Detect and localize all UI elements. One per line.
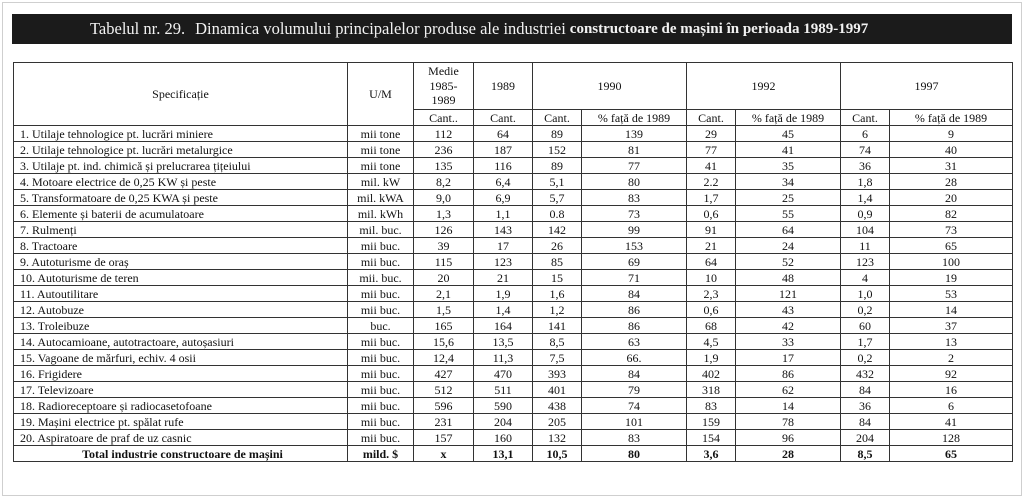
row-cant-1997: 123 <box>841 254 890 270</box>
row-um: mii buc. <box>348 334 414 350</box>
row-cant-1989: 64 <box>474 126 533 142</box>
total-pct-1992: 28 <box>736 446 841 462</box>
row-pct-1997: 20 <box>890 190 1013 206</box>
row-cant-1989: 187 <box>474 142 533 158</box>
header-um: U/M <box>348 63 414 126</box>
table-title-bar <box>12 14 1012 44</box>
row-pct-1997: 19 <box>890 270 1013 286</box>
row-pct-1997: 73 <box>890 222 1013 238</box>
row-cant-1990: 205 <box>533 414 582 430</box>
row-spec: 13. Troleibuze <box>14 318 348 334</box>
row-pct-1992: 121 <box>736 286 841 302</box>
row-cant-1990: 152 <box>533 142 582 158</box>
row-cant-1989: 123 <box>474 254 533 270</box>
total-cant-1989: 13,1 <box>474 446 533 462</box>
row-cant-1990: 15 <box>533 270 582 286</box>
row-cant-1989: 470 <box>474 366 533 382</box>
row-spec: 7. Rulmenți <box>14 222 348 238</box>
row-spec: 17. Televizoare <box>14 382 348 398</box>
table-row <box>14 286 1013 302</box>
subheader-pct-1992: % față de 1989 <box>736 110 841 126</box>
row-pct-1990: 81 <box>582 142 687 158</box>
row-cant-1990: 1,2 <box>533 302 582 318</box>
row-pct-1992: 34 <box>736 174 841 190</box>
total-pct-1997: 65 <box>890 446 1013 462</box>
subheader-cant-1992: Cant. <box>687 110 736 126</box>
row-pct-1990: 99 <box>582 222 687 238</box>
row-pct-1992: 42 <box>736 318 841 334</box>
row-medie: 126 <box>414 222 474 238</box>
table-row <box>14 174 1013 190</box>
row-um: buc. <box>348 318 414 334</box>
row-cant-1997: 4 <box>841 270 890 286</box>
row-cant-1992: 68 <box>687 318 736 334</box>
row-cant-1990: 141 <box>533 318 582 334</box>
row-cant-1989: 204 <box>474 414 533 430</box>
row-um: mii tone <box>348 126 414 142</box>
total-spec: Total industrie constructoare de mașini <box>14 446 348 462</box>
row-cant-1989: 160 <box>474 430 533 446</box>
row-spec: 19. Mașini electrice pt. spălat rufe <box>14 414 348 430</box>
row-pct-1997: 2 <box>890 350 1013 366</box>
row-cant-1989: 11,3 <box>474 350 533 366</box>
row-cant-1992: 0,6 <box>687 206 736 222</box>
row-cant-1989: 1,9 <box>474 286 533 302</box>
row-um: mii. buc. <box>348 270 414 286</box>
row-spec: 12. Autobuze <box>14 302 348 318</box>
row-um: mil. buc. <box>348 222 414 238</box>
table-title-bold: constructoare de mașini în perioada 1989-1997 <box>569 20 869 37</box>
subheader-cant-1989: Cant. <box>474 110 533 126</box>
row-pct-1992: 52 <box>736 254 841 270</box>
row-spec: 5. Transformatoare de 0,25 KWA și peste <box>14 190 348 206</box>
row-um: mii buc. <box>348 254 414 270</box>
row-um: mil. kWA <box>348 190 414 206</box>
row-cant-1992: 83 <box>687 398 736 414</box>
row-pct-1990: 69 <box>582 254 687 270</box>
header-medie <box>414 63 474 110</box>
row-cant-1989: 116 <box>474 158 533 174</box>
row-spec: 14. Autocamioane, autotractoare, autoșasiuri <box>14 334 348 350</box>
row-um: mii buc. <box>348 398 414 414</box>
row-pct-1990: 84 <box>582 286 687 302</box>
row-cant-1990: 438 <box>533 398 582 414</box>
row-medie: 1,5 <box>414 302 474 318</box>
row-medie: 12,4 <box>414 350 474 366</box>
header-medie-line1: Medie <box>428 64 459 79</box>
row-cant-1992: 4,5 <box>687 334 736 350</box>
row-cant-1992: 10 <box>687 270 736 286</box>
row-pct-1992: 14 <box>736 398 841 414</box>
row-cant-1989: 13,5 <box>474 334 533 350</box>
row-cant-1990: 85 <box>533 254 582 270</box>
row-pct-1992: 35 <box>736 158 841 174</box>
row-pct-1997: 6 <box>890 398 1013 414</box>
row-pct-1997: 31 <box>890 158 1013 174</box>
row-cant-1989: 143 <box>474 222 533 238</box>
row-um: mii buc. <box>348 430 414 446</box>
table-row <box>14 414 1013 430</box>
row-pct-1992: 64 <box>736 222 841 238</box>
row-um: mii buc. <box>348 366 414 382</box>
row-pct-1992: 41 <box>736 142 841 158</box>
row-medie: 512 <box>414 382 474 398</box>
row-medie: 39 <box>414 238 474 254</box>
row-cant-1989: 17 <box>474 238 533 254</box>
row-cant-1992: 64 <box>687 254 736 270</box>
row-pct-1990: 66. <box>582 350 687 366</box>
table-row <box>14 206 1013 222</box>
row-medie: 165 <box>414 318 474 334</box>
row-pct-1997: 65 <box>890 238 1013 254</box>
row-pct-1990: 80 <box>582 174 687 190</box>
table-row <box>14 382 1013 398</box>
row-medie: 9,0 <box>414 190 474 206</box>
row-pct-1997: 9 <box>890 126 1013 142</box>
row-cant-1997: 0,9 <box>841 206 890 222</box>
row-cant-1989: 590 <box>474 398 533 414</box>
row-cant-1989: 1,1 <box>474 206 533 222</box>
row-pct-1992: 62 <box>736 382 841 398</box>
table-body <box>14 126 1013 462</box>
row-spec: 6. Elemente și baterii de acumulatoare <box>14 206 348 222</box>
row-cant-1989: 1,4 <box>474 302 533 318</box>
row-cant-1992: 318 <box>687 382 736 398</box>
table-row <box>14 430 1013 446</box>
total-cant-1992: 3,6 <box>687 446 736 462</box>
row-pct-1990: 83 <box>582 430 687 446</box>
row-pct-1990: 77 <box>582 158 687 174</box>
table-title-regular: Dinamica volumului principalelor produse ale industriei <box>195 19 566 38</box>
row-cant-1992: 402 <box>687 366 736 382</box>
subheader-pct-1990: % față de 1989 <box>582 110 687 126</box>
total-row <box>14 446 1013 462</box>
table-row <box>14 222 1013 238</box>
row-cant-1990: 5,7 <box>533 190 582 206</box>
table-row <box>14 270 1013 286</box>
row-cant-1989: 511 <box>474 382 533 398</box>
row-medie: 157 <box>414 430 474 446</box>
row-pct-1990: 63 <box>582 334 687 350</box>
row-pct-1992: 48 <box>736 270 841 286</box>
row-cant-1992: 77 <box>687 142 736 158</box>
row-cant-1997: 36 <box>841 158 890 174</box>
row-cant-1989: 164 <box>474 318 533 334</box>
row-pct-1997: 40 <box>890 142 1013 158</box>
row-spec: 11. Autoutilitare <box>14 286 348 302</box>
row-pct-1990: 153 <box>582 238 687 254</box>
row-cant-1992: 0,6 <box>687 302 736 318</box>
row-spec: 16. Frigidere <box>14 366 348 382</box>
header-1992: 1992 <box>687 63 841 110</box>
row-cant-1992: 91 <box>687 222 736 238</box>
row-pct-1992: 43 <box>736 302 841 318</box>
row-pct-1990: 101 <box>582 414 687 430</box>
row-um: mii buc. <box>348 414 414 430</box>
table-row <box>14 142 1013 158</box>
row-pct-1997: 16 <box>890 382 1013 398</box>
row-cant-1992: 29 <box>687 126 736 142</box>
row-pct-1990: 71 <box>582 270 687 286</box>
table-row <box>14 126 1013 142</box>
table-row <box>14 254 1013 270</box>
table-row <box>14 334 1013 350</box>
total-cant-1997: 8,5 <box>841 446 890 462</box>
row-spec: 20. Aspiratoare de praf de uz casnic <box>14 430 348 446</box>
row-medie: 596 <box>414 398 474 414</box>
row-pct-1997: 28 <box>890 174 1013 190</box>
row-medie: 112 <box>414 126 474 142</box>
row-cant-1992: 154 <box>687 430 736 446</box>
row-pct-1997: 41 <box>890 414 1013 430</box>
header-spec: Specificație <box>14 63 348 126</box>
row-pct-1997: 92 <box>890 366 1013 382</box>
row-pct-1990: 86 <box>582 318 687 334</box>
row-um: mii buc. <box>348 350 414 366</box>
row-um: mii tone <box>348 158 414 174</box>
total-pct-1990: 80 <box>582 446 687 462</box>
row-pct-1992: 45 <box>736 126 841 142</box>
row-pct-1997: 37 <box>890 318 1013 334</box>
row-cant-1990: 89 <box>533 126 582 142</box>
row-medie: 115 <box>414 254 474 270</box>
row-um: mii buc. <box>348 302 414 318</box>
row-um: mii buc. <box>348 238 414 254</box>
row-cant-1997: 6 <box>841 126 890 142</box>
row-pct-1992: 55 <box>736 206 841 222</box>
row-pct-1992: 25 <box>736 190 841 206</box>
row-cant-1990: 5,1 <box>533 174 582 190</box>
row-cant-1997: 11 <box>841 238 890 254</box>
row-um: mil. kWh <box>348 206 414 222</box>
row-pct-1997: 13 <box>890 334 1013 350</box>
row-um: mii buc. <box>348 286 414 302</box>
row-cant-1997: 204 <box>841 430 890 446</box>
row-medie: 135 <box>414 158 474 174</box>
row-pct-1997: 82 <box>890 206 1013 222</box>
table-row <box>14 238 1013 254</box>
row-cant-1989: 6,9 <box>474 190 533 206</box>
row-cant-1990: 393 <box>533 366 582 382</box>
row-cant-1997: 104 <box>841 222 890 238</box>
row-cant-1997: 432 <box>841 366 890 382</box>
row-cant-1990: 132 <box>533 430 582 446</box>
subheader-pct-1997: % față de 1989 <box>890 110 1013 126</box>
row-cant-1990: 401 <box>533 382 582 398</box>
row-medie: 15,6 <box>414 334 474 350</box>
subheader-cant-1990: Cant. <box>533 110 582 126</box>
row-pct-1990: 73 <box>582 206 687 222</box>
row-pct-1990: 84 <box>582 366 687 382</box>
row-cant-1992: 21 <box>687 238 736 254</box>
row-cant-1997: 1,0 <box>841 286 890 302</box>
row-medie: 231 <box>414 414 474 430</box>
row-pct-1990: 86 <box>582 302 687 318</box>
row-cant-1997: 1,7 <box>841 334 890 350</box>
row-medie: 1,3 <box>414 206 474 222</box>
row-pct-1992: 17 <box>736 350 841 366</box>
row-spec: 2. Utilaje tehnologice pt. lucrări metalurgice <box>14 142 348 158</box>
row-spec: 9. Autoturisme de oraș <box>14 254 348 270</box>
table-row <box>14 302 1013 318</box>
table-row <box>14 366 1013 382</box>
row-pct-1992: 86 <box>736 366 841 382</box>
row-pct-1990: 139 <box>582 126 687 142</box>
row-cant-1997: 36 <box>841 398 890 414</box>
row-cant-1990: 8,5 <box>533 334 582 350</box>
row-cant-1990: 26 <box>533 238 582 254</box>
row-spec: 15. Vagoane de mărfuri, echiv. 4 osii <box>14 350 348 366</box>
row-cant-1992: 41 <box>687 158 736 174</box>
table-row <box>14 158 1013 174</box>
row-spec: 1. Utilaje tehnologice pt. lucrări miniere <box>14 126 348 142</box>
row-cant-1997: 60 <box>841 318 890 334</box>
row-medie: 20 <box>414 270 474 286</box>
row-pct-1992: 24 <box>736 238 841 254</box>
production-table <box>13 62 1013 462</box>
row-pct-1997: 100 <box>890 254 1013 270</box>
header-medie-line3: 1989 <box>431 93 456 108</box>
header-medie-line2: 1985- <box>429 78 458 93</box>
row-cant-1992: 2.2 <box>687 174 736 190</box>
row-spec: 8. Tractoare <box>14 238 348 254</box>
table-row <box>14 318 1013 334</box>
row-cant-1989: 21 <box>474 270 533 286</box>
row-cant-1989: 6,4 <box>474 174 533 190</box>
subheader-cant-1997: Cant. <box>841 110 890 126</box>
row-cant-1992: 2,3 <box>687 286 736 302</box>
total-cant-1990: 10,5 <box>533 446 582 462</box>
table-number: Tabelul nr. 29. <box>90 19 186 38</box>
table-row <box>14 190 1013 206</box>
row-spec: 10. Autoturisme de teren <box>14 270 348 286</box>
row-pct-1997: 128 <box>890 430 1013 446</box>
header-1989: 1989 <box>474 63 533 110</box>
table-row <box>14 350 1013 366</box>
table-row <box>14 398 1013 414</box>
row-cant-1997: 74 <box>841 142 890 158</box>
row-medie: 236 <box>414 142 474 158</box>
row-pct-1992: 78 <box>736 414 841 430</box>
row-cant-1992: 1,9 <box>687 350 736 366</box>
row-cant-1997: 1,8 <box>841 174 890 190</box>
total-medie: x <box>414 446 474 462</box>
header-1990: 1990 <box>533 63 687 110</box>
row-cant-1990: 1,6 <box>533 286 582 302</box>
row-um: mil. kW <box>348 174 414 190</box>
row-pct-1990: 74 <box>582 398 687 414</box>
row-um: mii buc. <box>348 382 414 398</box>
row-medie: 2,1 <box>414 286 474 302</box>
row-cant-1997: 84 <box>841 382 890 398</box>
row-cant-1990: 89 <box>533 158 582 174</box>
row-pct-1990: 79 <box>582 382 687 398</box>
row-pct-1997: 14 <box>890 302 1013 318</box>
row-cant-1997: 0,2 <box>841 350 890 366</box>
subheader-cant-medie: Cant.. <box>414 110 474 126</box>
row-medie: 8,2 <box>414 174 474 190</box>
row-pct-1992: 33 <box>736 334 841 350</box>
row-cant-1992: 159 <box>687 414 736 430</box>
row-spec: 4. Motoare electrice de 0,25 KW și peste <box>14 174 348 190</box>
row-um: mii tone <box>348 142 414 158</box>
row-cant-1997: 0,2 <box>841 302 890 318</box>
row-cant-1990: 7,5 <box>533 350 582 366</box>
header-1997: 1997 <box>841 63 1013 110</box>
row-cant-1990: 0.8 <box>533 206 582 222</box>
row-spec: 3. Utilaje pt. ind. chimică și prelucrarea țițeiului <box>14 158 348 174</box>
total-um: mild. $ <box>348 446 414 462</box>
row-cant-1992: 1,7 <box>687 190 736 206</box>
row-cant-1997: 1,4 <box>841 190 890 206</box>
row-pct-1990: 83 <box>582 190 687 206</box>
row-spec: 18. Radioreceptoare și radiocasetofoane <box>14 398 348 414</box>
row-cant-1990: 142 <box>533 222 582 238</box>
row-medie: 427 <box>414 366 474 382</box>
row-pct-1997: 53 <box>890 286 1013 302</box>
row-cant-1997: 84 <box>841 414 890 430</box>
row-pct-1992: 96 <box>736 430 841 446</box>
